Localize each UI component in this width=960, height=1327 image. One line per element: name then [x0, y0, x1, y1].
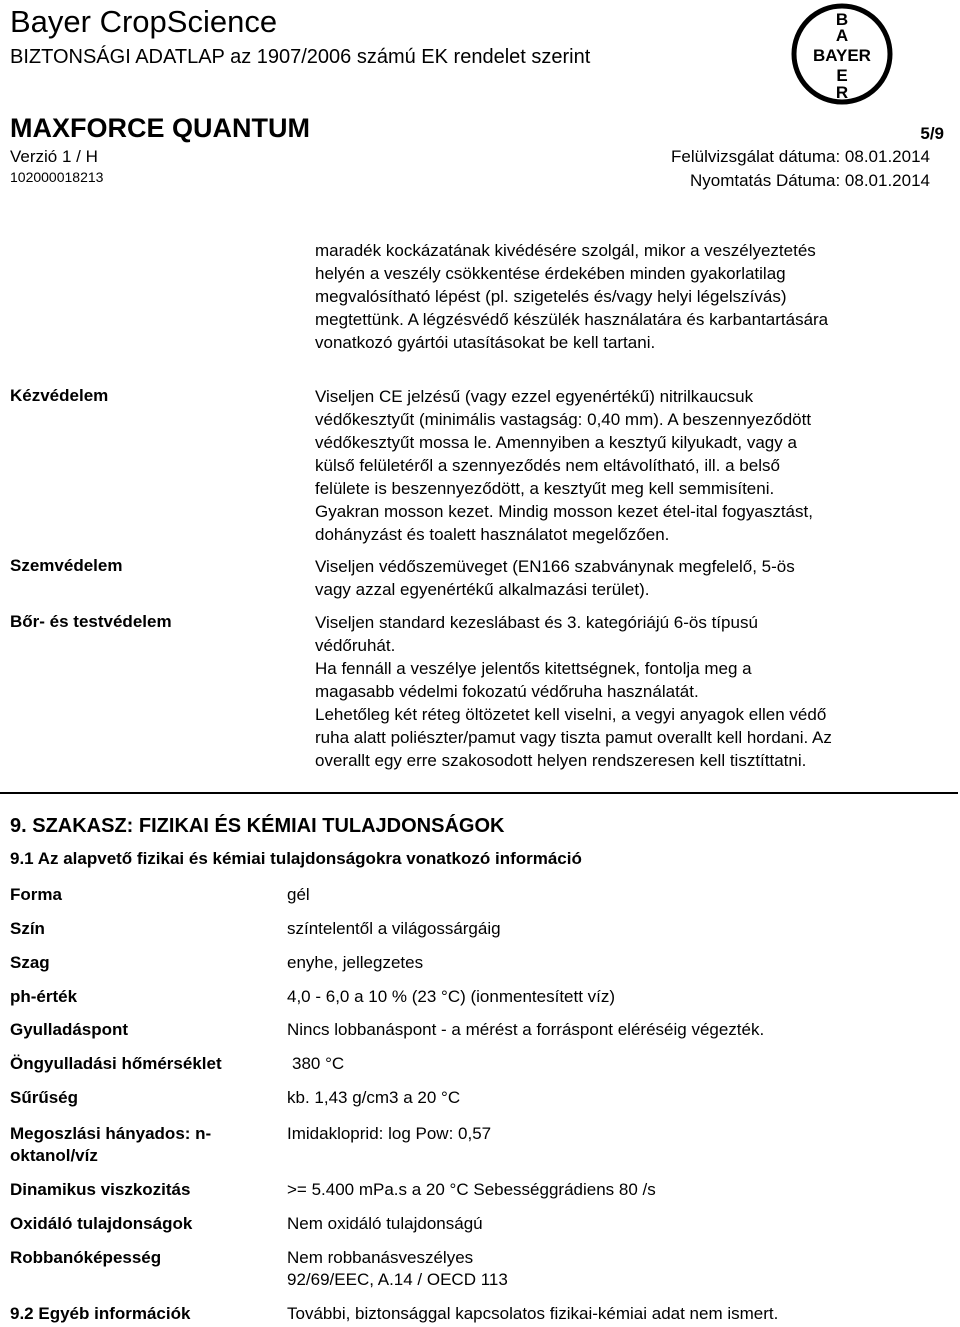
skin-protection-label: Bőr- és testvédelem	[10, 612, 172, 631]
logo-letter-r: R	[835, 83, 849, 102]
text-line: maradék kockázatának kivédésére szolgál, mikor a veszélyeztetés	[315, 241, 816, 260]
text-line: Viseljen CE jelzésű (vagy ezzel egyenértékű) nitrilkaucsuk	[315, 387, 754, 406]
property-label: Forma	[10, 885, 62, 904]
property-label: Szín	[10, 919, 45, 938]
text-line: vonatkozó gyártói utasításokat be kell tartani.	[315, 333, 656, 352]
product-name: MAXFORCE QUANTUM	[10, 113, 310, 143]
property-value: >= 5.400 mPa.s a 20 °C Sebességgrádiens 80 /s	[287, 1180, 656, 1199]
property-value: gél	[287, 885, 310, 904]
property-label: Gyulladáspont	[10, 1020, 129, 1039]
property-label: Robbanóképesség	[10, 1248, 162, 1267]
property-value-continued: 92/69/EEC, A.14 / OECD 113	[287, 1270, 508, 1289]
text-line: megvalósítható lépést (pl. szigetelés és/vagy helyi légelszívás)	[315, 287, 787, 306]
logo-letter-b-top: B	[835, 10, 849, 29]
text-line: védőkesztyűt (minimális vastagság: 0,40 mm). A beszennyeződött	[315, 410, 812, 429]
eye-protection-label: Szemvédelem	[10, 556, 123, 575]
text-line: védőruhát.	[315, 636, 396, 655]
property-label: Oxidáló tulajdonságok	[10, 1214, 193, 1233]
property-label: Sűrűség	[10, 1088, 79, 1107]
text-line: vagy azzal egyenértékű alkalmazási terület).	[315, 580, 650, 599]
text-line: overallt egy erre szakosodott helyen rendszeresen kell tisztíttatni.	[315, 751, 807, 770]
property-value: enyhe, jellegzetes	[287, 953, 424, 972]
hand-protection-text	[315, 385, 945, 546]
text-line: külső felületéről a szennyeződés nem eltávolítható, ill. a belső	[315, 456, 780, 475]
property-value: színtelentől a világossárgáig	[287, 919, 501, 938]
text-line: Gyakran mosson kezet. Mindig mosson kezet étel-ital fogyasztást,	[315, 502, 813, 521]
revision-date: Felülvizsgálat dátuma: 08.01.2014	[671, 147, 930, 166]
text-line: Lehetőleg két réteg öltözetet kell viselni, a vegyi anyagok ellen védő	[315, 705, 827, 724]
respiratory-paragraph	[315, 239, 945, 354]
subsection-label: 9.2 Egyéb információk	[10, 1304, 191, 1323]
skin-protection-text	[315, 611, 945, 772]
text-line: megtettünk. A légzésvédő készülék használatára és karbantartására	[315, 310, 829, 329]
logo-letter-a: A	[835, 26, 849, 45]
company-name: Bayer CropScience	[10, 4, 278, 39]
page-number: 5/9	[920, 124, 944, 143]
document-type: BIZTONSÁGI ADATLAP az 1907/2006 számú EK rendelet szerint	[10, 46, 591, 68]
text-line: magasabb védelmi fokozatú védőruha használatát.	[315, 682, 699, 701]
property-label: Öngyulladási hőmérséklet	[10, 1054, 222, 1073]
text-line: Viseljen védőszemüveget (EN166 szabványnak megfelelő, 5-ös	[315, 557, 795, 576]
text-line: védőkesztyűt mossa le. Amennyiben a kesztyű kilyukadt, vagy a	[315, 433, 797, 452]
property-value: Imidakloprid: log Pow: 0,57	[287, 1124, 492, 1143]
text-line: Ha fennáll a veszélye jelentős kitettségnek, fontolja meg a	[315, 659, 752, 678]
property-value: Nincs lobbanáspont - a mérést a forráspont eléréséig végezték.	[287, 1020, 765, 1039]
text-line: felülete is beszennyeződött, a kesztyűt meg kell semmisíteni.	[315, 479, 775, 498]
text-line: Viseljen standard kezeslábast és 3. kategóriájú 6-ös típusú	[315, 613, 758, 632]
property-label-continued: oktanol/víz	[10, 1146, 98, 1165]
text-line: ruha alatt poliészter/pamut vagy tiszta pamut overallt kell hordani. Az	[315, 728, 832, 747]
property-value: 380 °C	[292, 1054, 345, 1073]
logo-row: BAYER	[813, 46, 871, 65]
print-date: Nyomtatás Dátuma: 08.01.2014	[689, 171, 930, 190]
eye-protection-text	[315, 555, 945, 601]
property-value: Nem oxidáló tulajdonságú	[287, 1214, 483, 1233]
text-line: dohányzást és toalett használatot megelőzően.	[315, 525, 670, 544]
property-label: Megoszlási hányados: n-	[10, 1124, 212, 1143]
property-value: kb. 1,43 g/cm3 a 20 °C	[287, 1088, 461, 1107]
section-title: 9. SZAKASZ: FIZIKAI ÉS KÉMIAI TULAJDONSÁGOK	[10, 815, 505, 837]
section-divider	[0, 792, 958, 794]
bayer-logo	[790, 2, 894, 106]
property-value: További, biztonsággal kapcsolatos fizikai-kémiai adat nem ismert.	[287, 1304, 779, 1323]
property-label: ph-érték	[10, 987, 78, 1006]
document-code: 102000018213	[10, 169, 104, 185]
text-line: helyén a veszély csökkentése érdekében minden gyakorlatilag	[315, 264, 786, 283]
property-label: Dinamikus viszkozitás	[10, 1180, 191, 1199]
logo-letter-e: E	[836, 66, 848, 85]
property-value: 4,0 - 6,0 a 10 % (23 °C) (ionmentesített víz)	[287, 987, 616, 1006]
version: Verzió 1 / H	[10, 147, 98, 166]
property-label: Szag	[10, 953, 50, 972]
hand-protection-label: Kézvédelem	[10, 386, 109, 405]
subsection-title: 9.1 Az alapvető fizikai és kémiai tulajdonságokra vonatkozó információ	[10, 849, 582, 868]
property-value: Nem robbanásveszélyes	[287, 1248, 474, 1267]
